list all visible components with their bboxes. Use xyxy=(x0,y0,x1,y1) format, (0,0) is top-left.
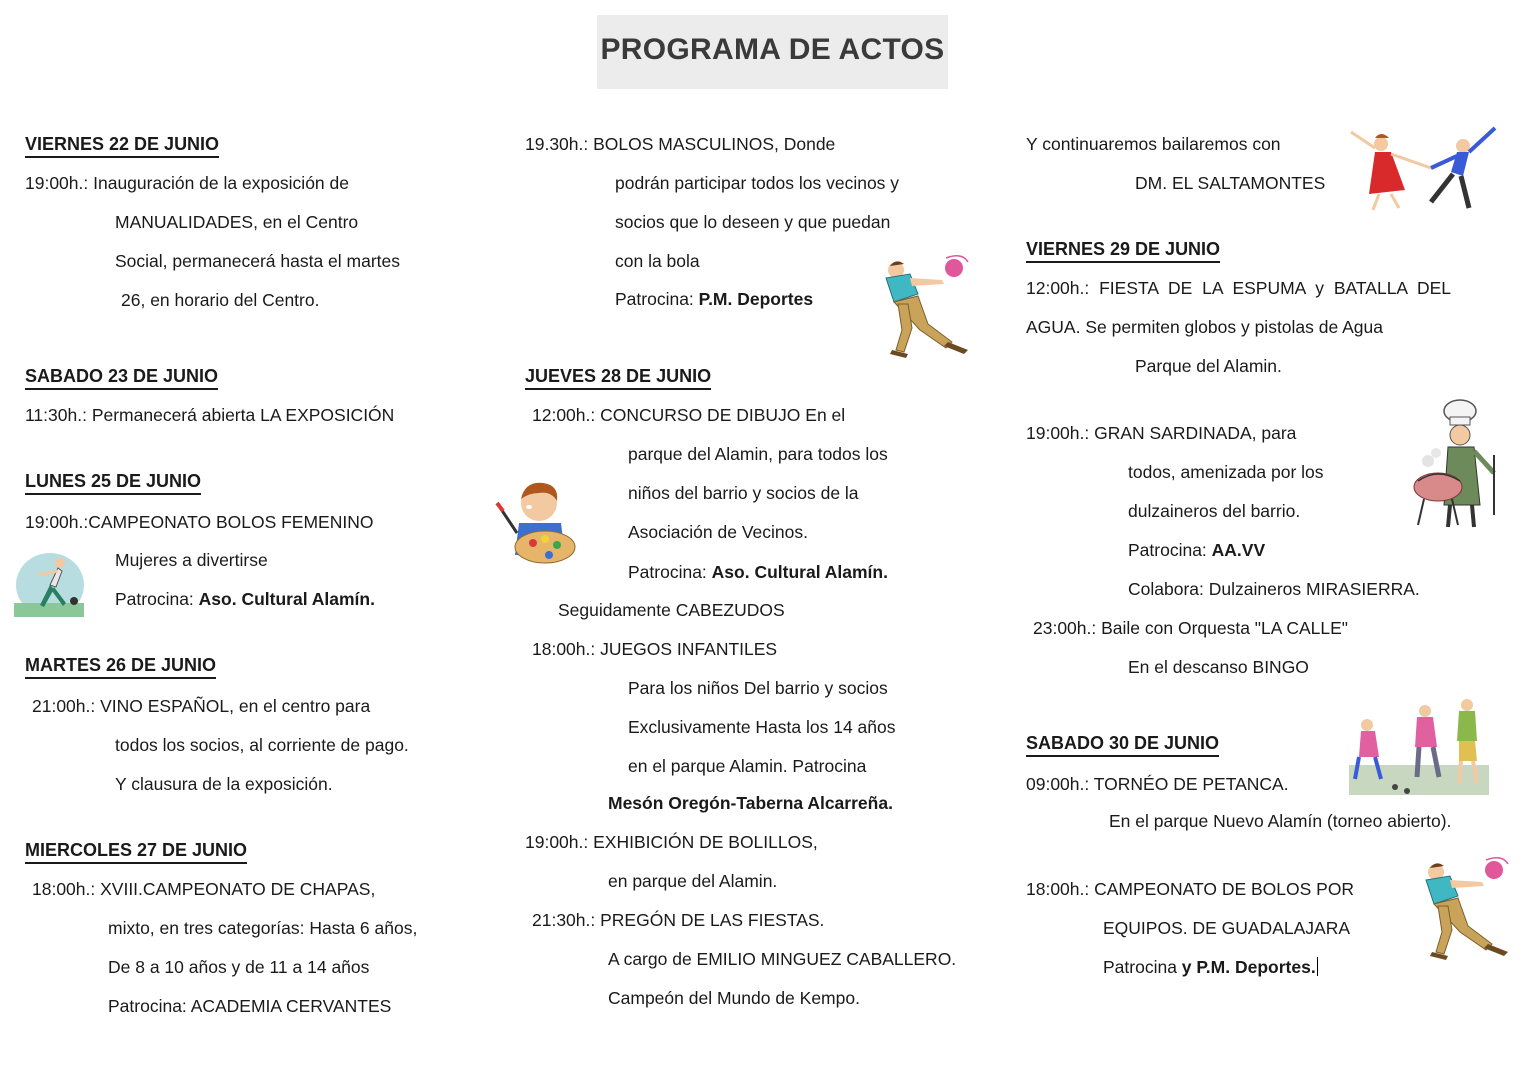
event-line: Exclusivamente Hasta los 14 años xyxy=(628,717,896,737)
event-line: 19:00h.: EXHIBICIÓN DE BOLILLOS, xyxy=(525,832,818,852)
painter-child-icon xyxy=(493,475,585,575)
event-line: Seguidamente CABEZUDOS xyxy=(558,600,785,620)
sponsor-line: Patrocina: P.M. Deportes xyxy=(615,289,814,309)
event-line: parque del Alamin, para todos los xyxy=(628,444,888,464)
petanque-players-icon xyxy=(1345,695,1493,799)
event-line: niños del barrio y socios de la xyxy=(628,483,859,503)
sponsor-line: Patrocina: Aso. Cultural Alamín. xyxy=(115,589,375,609)
event-line: Y clausura de la exposición. xyxy=(115,774,333,794)
event-line: En el descanso BINGO xyxy=(1128,657,1309,677)
chef-grill-icon xyxy=(1408,395,1504,531)
dancing-couple-icon xyxy=(1345,122,1505,214)
event-line: 21:30h.: PREGÓN DE LAS FIESTAS. xyxy=(532,910,825,930)
event-line: 19:00h.:CAMPEONATO BOLOS FEMENINO xyxy=(25,512,374,532)
heading-viernes-22: VIERNES 22 DE JUNIO xyxy=(25,133,219,158)
event-line: podrán participar todos los vecinos y xyxy=(615,173,900,193)
heading-viernes-29: VIERNES 29 DE JUNIO xyxy=(1026,238,1220,263)
event-line: A cargo de EMILIO MINGUEZ CABALLERO. xyxy=(608,949,957,969)
page-title: PROGRAMA DE ACTOS xyxy=(597,15,948,89)
heading-sabado-30: SABADO 30 DE JUNIO xyxy=(1026,732,1219,757)
event-line: 18:00h.: XVIII.CAMPEONATO DE CHAPAS, xyxy=(32,879,376,899)
event-line: MANUALIDADES, en el Centro xyxy=(115,212,359,232)
woman-bowler-icon xyxy=(10,545,86,621)
event-line: 19:00h.: Inauguración de la exposición de xyxy=(25,173,349,193)
heading-lunes-25: LUNES 25 DE JUNIO xyxy=(25,470,201,495)
event-line: 21:00h.: VINO ESPAÑOL, en el centro para xyxy=(32,696,371,716)
event-line: todos los socios, al corriente de pago. xyxy=(115,735,409,755)
event-line: 12:00h.: CONCURSO DE DIBUJO En el xyxy=(532,405,846,425)
event-line: 19.30h.: BOLOS MASCULINOS, Donde xyxy=(525,134,836,154)
event-line: AGUA. Se permiten globos y pistolas de Agua xyxy=(1026,317,1384,337)
event-line: todos, amenizada por los xyxy=(1128,462,1324,482)
event-line: Mujeres a divertirse xyxy=(115,550,268,570)
event-line: 11:30h.: Permanecerá abierta LA EXPOSICIÓN xyxy=(25,405,395,425)
event-line: Para los niños Del barrio y socios xyxy=(628,678,888,698)
heading-martes-26: MARTES 26 DE JUNIO xyxy=(25,654,216,679)
event-line: 09:00h.: TORNÉO DE PETANCA. xyxy=(1026,774,1289,794)
event-line: 18:00h.: CAMPEONATO DE BOLOS POR xyxy=(1026,879,1355,899)
event-line: 26, en horario del Centro. xyxy=(121,290,320,310)
event-line: Parque del Alamin. xyxy=(1135,356,1282,376)
event-line: Asociación de Vecinos. xyxy=(628,522,808,542)
heading-miercoles-27: MIERCOLES 27 DE JUNIO xyxy=(25,839,247,864)
sponsor-line: Patrocina: Aso. Cultural Alamín. xyxy=(628,562,888,582)
event-line: 19:00h.: GRAN SARDINADA, para xyxy=(1026,423,1297,443)
event-line: dulzaineros del barrio. xyxy=(1128,501,1301,521)
bowler-icon-2 xyxy=(1412,852,1512,964)
sponsor-line: Patrocina: AA.VV xyxy=(1128,540,1266,560)
sponsor-name: Mesón Oregón-Taberna Alcarreña. xyxy=(608,793,893,813)
event-line: socios que lo deseen y que puedan xyxy=(615,212,891,232)
event-line: Colabora: Dulzaineros MIRASIERRA. xyxy=(1128,579,1420,599)
heading-jueves-28: JUEVES 28 DE JUNIO xyxy=(525,365,711,390)
event-line: Patrocina: ACADEMIA CERVANTES xyxy=(108,996,392,1016)
event-line: EQUIPOS. DE GUADALAJARA xyxy=(1103,918,1351,938)
event-line: De 8 a 10 años y de 11 a 14 años xyxy=(108,957,370,977)
event-line: Social, permanecerá hasta el martes xyxy=(115,251,400,271)
sponsor-line: Patrocina y P.M. Deportes. xyxy=(1103,957,1316,977)
event-line: 18:00h.: JUEGOS INFANTILES xyxy=(532,639,778,659)
event-line: en parque del Alamin. xyxy=(608,871,778,891)
event-line: Campeón del Mundo de Kempo. xyxy=(608,988,860,1008)
event-line: en el parque Alamin. Patrocina xyxy=(628,756,867,776)
text-cursor xyxy=(1317,957,1318,976)
event-line: Y continuaremos bailaremos con xyxy=(1026,134,1281,154)
event-line: DM. EL SALTAMONTES xyxy=(1135,173,1326,193)
event-line: En el parque Nuevo Alamín (torneo abierto). xyxy=(1109,811,1452,831)
event-line: 12:00h.: FIESTA DE LA ESPUMA y BATALLA DEL xyxy=(1026,278,1452,298)
event-line: 23:00h.: Baile con Orquesta "LA CALLE" xyxy=(1033,618,1348,638)
heading-sabado-23: SABADO 23 DE JUNIO xyxy=(25,365,218,390)
event-line: con la bola xyxy=(615,251,700,271)
event-line: mixto, en tres categorías: Hasta 6 años, xyxy=(108,918,418,938)
bowler-icon xyxy=(872,250,972,362)
